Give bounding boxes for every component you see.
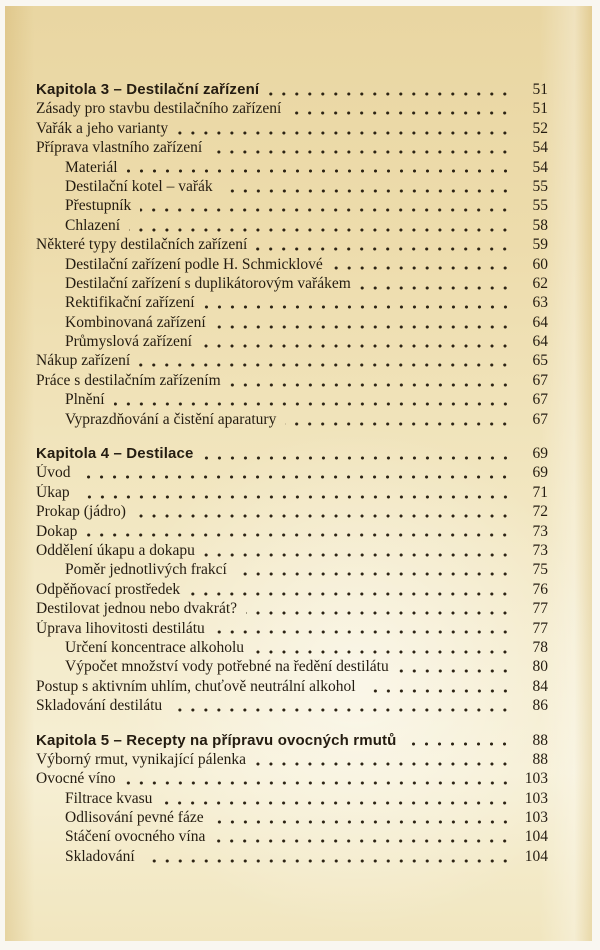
dot-leader (246, 611, 516, 615)
entry-title: Destilační zařízení s duplikátorovým vařákem (65, 274, 351, 292)
entry-title: Dokap (36, 522, 78, 540)
dot-leader (290, 111, 516, 115)
entry-title: Rektifikační zařízení (65, 294, 195, 312)
dot-leader (127, 169, 516, 173)
page-number: 73 (532, 541, 548, 559)
toc-entry-row (36, 600, 548, 619)
entry-title: Výpočet množství vody potřebné na ředění destilátu (65, 658, 389, 676)
toc-entry-row (36, 678, 548, 697)
page-number: 104 (524, 847, 548, 865)
entry-title: Některé typy destilačních zařízení (36, 236, 248, 254)
page-number: 51 (532, 100, 548, 118)
dot-leader (189, 592, 516, 596)
dot-leader (268, 92, 516, 96)
page-number: 80 (532, 658, 548, 676)
page-number: 63 (532, 294, 548, 312)
entry-title: Odpěňovací prostředek (36, 580, 181, 598)
page-number: 86 (532, 697, 548, 715)
entry-title: Destilační kotel – vařák (65, 177, 213, 195)
toc (36, 81, 548, 867)
page-number: 52 (532, 119, 548, 137)
toc-entry-row (36, 178, 548, 197)
entry-title: Průmyslová zařízení (65, 333, 192, 351)
dot-leader (129, 228, 516, 232)
dot-leader (365, 689, 516, 693)
toc-section (36, 81, 548, 430)
toc-entry-row (36, 581, 548, 600)
dot-leader (125, 781, 516, 785)
page-number: 60 (532, 255, 548, 273)
page-number: 73 (532, 522, 548, 540)
entry-title: Skladování (65, 847, 135, 865)
dot-leader (236, 572, 516, 576)
page-number: 75 (532, 561, 548, 579)
toc-entry-row (36, 503, 548, 522)
page-number: 55 (532, 177, 548, 195)
page-number: 65 (532, 352, 548, 370)
entry-title: Práce s destilačním zařízením (36, 371, 221, 389)
page-number: 72 (532, 503, 548, 521)
page-number: 103 (524, 770, 548, 788)
chapter-title: Kapitola 5 – Recepty na přípravu ovocných rmutů (36, 731, 397, 749)
toc-entry-row (36, 352, 548, 371)
page-number: 55 (532, 197, 548, 215)
entry-title: Ovocné víno (36, 770, 116, 788)
page-number: 54 (532, 139, 548, 157)
toc-entry-row (36, 314, 548, 333)
toc-entry-row (36, 542, 548, 561)
toc-entry-row (36, 100, 548, 119)
toc-entry-row (36, 217, 548, 236)
toc-section (36, 732, 548, 868)
page-number: 78 (532, 638, 548, 656)
dot-leader (213, 820, 516, 824)
entry-title: Postup s aktivním uhlím, chuťově neutrální alkohol (36, 677, 356, 695)
dot-leader (177, 131, 516, 135)
chapter-heading-row (36, 732, 548, 751)
entry-title: Úvod (36, 464, 71, 482)
entry-title: Prokap (jádro) (36, 503, 126, 521)
entry-title: Vařák a jeho varianty (36, 119, 169, 137)
page-number: 62 (532, 274, 548, 292)
entry-title: Určení koncentrace alkoholu (65, 638, 245, 656)
entry-title: Skladování destilátu (36, 697, 163, 715)
dot-leader (215, 325, 516, 329)
dot-leader (211, 150, 516, 154)
dot-leader (161, 801, 516, 805)
entry-title: Destilovat jednou nebo dvakrát? (36, 600, 238, 618)
page-number: 67 (532, 371, 548, 389)
entry-title: Vyprazdňování a čistění aparatury (65, 410, 277, 428)
toc-section (36, 445, 548, 716)
toc-entry-row (36, 159, 548, 178)
page-number: 54 (532, 158, 548, 176)
toc-entry-row (36, 275, 548, 294)
toc-entry-row (36, 236, 548, 255)
entry-title: Plnění (65, 391, 105, 409)
toc-entry-row (36, 523, 548, 542)
toc-entry-row (36, 828, 548, 847)
page-number: 104 (524, 828, 548, 846)
dot-leader (204, 305, 516, 309)
dot-leader (144, 859, 516, 863)
page-number: 88 (532, 731, 548, 749)
dot-leader (203, 456, 516, 460)
entry-title: Přestupník (65, 197, 132, 215)
toc-entry-row (36, 294, 548, 313)
toc-entry-row (36, 561, 548, 580)
dot-leader (214, 839, 516, 843)
page-number: 64 (532, 313, 548, 331)
page-number: 67 (532, 410, 548, 428)
toc-entry-row (36, 372, 548, 391)
page-number: 84 (532, 677, 548, 695)
dot-leader (405, 742, 516, 746)
page-number: 77 (532, 600, 548, 618)
chapter-heading-row (36, 445, 548, 464)
dot-leader (114, 402, 516, 406)
dot-leader (135, 514, 516, 518)
entry-title: Oddělení úkapu a dokapu (36, 541, 195, 559)
page-number: 77 (532, 619, 548, 637)
chapter-heading-row (36, 81, 548, 100)
page-number: 69 (532, 445, 548, 463)
entry-title: Příprava vlastního zařízení (36, 139, 203, 157)
entry-title: Materiál (65, 158, 118, 176)
entry-title: Stáčení ovocného vína (65, 828, 206, 846)
toc-entry-row (36, 139, 548, 158)
toc-entry-row (36, 790, 548, 809)
dot-leader (256, 247, 516, 251)
paper-page (5, 6, 592, 941)
entry-title: Filtrace kvasu (65, 789, 153, 807)
page-number: 67 (532, 391, 548, 409)
entry-title: Destilační zařízení podle H. Schmicklové (65, 255, 323, 273)
entry-title: Nákup zařízení (36, 352, 131, 370)
page-number: 59 (532, 236, 548, 254)
toc-entry-row (36, 751, 548, 770)
dot-leader (79, 475, 516, 479)
page-number: 88 (532, 750, 548, 768)
dot-leader (171, 708, 516, 712)
page-number: 76 (532, 580, 548, 598)
toc-entry-row (36, 464, 548, 483)
dot-leader (86, 533, 516, 537)
toc-entry-row (36, 484, 548, 503)
toc-entry-row (36, 333, 548, 352)
dot-leader (140, 208, 516, 212)
toc-entry-row (36, 697, 548, 716)
dot-leader (332, 266, 516, 270)
page-number: 71 (532, 483, 548, 501)
toc-entry-row (36, 639, 548, 658)
entry-title: Odlisování pevné fáze (65, 809, 204, 827)
dot-leader (214, 630, 516, 634)
dot-leader (201, 344, 516, 348)
dot-leader (79, 495, 516, 499)
entry-title: Poměr jednotlivých frakcí (65, 561, 227, 579)
toc-entry-row (36, 770, 548, 789)
toc-entry-row (36, 391, 548, 410)
page-number: 103 (524, 789, 548, 807)
dot-leader (204, 553, 516, 557)
dot-leader (253, 650, 516, 654)
dot-leader (360, 286, 516, 290)
dot-leader (255, 762, 516, 766)
toc-entry-row (36, 848, 548, 867)
entry-title: Úprava lihovitosti destilátu (36, 619, 205, 637)
entry-title: Výborný rmut, vynikající pálenka (36, 750, 247, 768)
toc-entry-row (36, 411, 548, 430)
page-number: 64 (532, 333, 548, 351)
chapter-title: Kapitola 3 – Destilační zařízení (36, 81, 260, 98)
toc-entry-row (36, 256, 548, 275)
toc-entry-row (36, 197, 548, 216)
toc-entry-row (36, 120, 548, 139)
page-number: 58 (532, 216, 548, 234)
chapter-title: Kapitola 4 – Destilace (36, 445, 194, 463)
entry-title: Zásady pro stavbu destilačního zařízení (36, 100, 282, 118)
toc-entry-row (36, 620, 548, 639)
dot-leader (285, 422, 516, 426)
page-number: 69 (532, 464, 548, 482)
entry-title: Chlazení (65, 216, 121, 234)
dot-leader (139, 363, 516, 367)
entry-title: Úkap (36, 483, 70, 501)
dot-leader (222, 189, 516, 193)
dot-leader (230, 383, 516, 387)
page-number: 51 (532, 81, 548, 98)
entry-title: Kombinovaná zařízení (65, 313, 206, 331)
page-number: 103 (524, 809, 548, 827)
toc-entry-row (36, 809, 548, 828)
dot-leader (398, 669, 516, 673)
toc-entry-row (36, 658, 548, 677)
